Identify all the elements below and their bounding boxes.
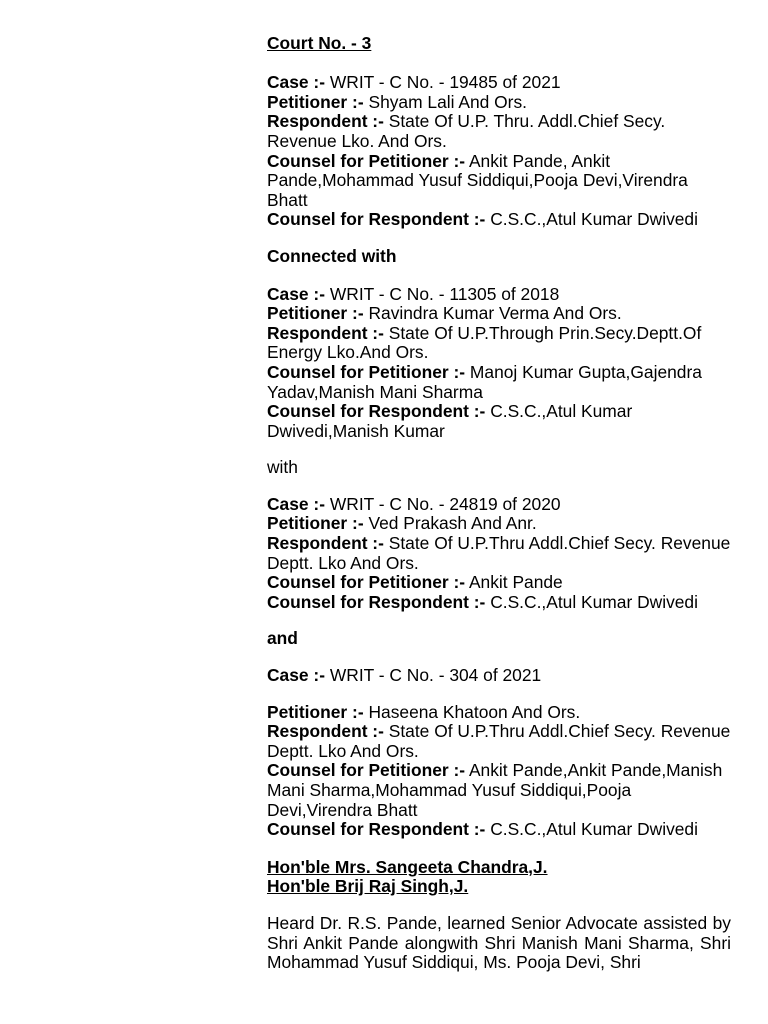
order-document — [267, 34, 731, 973]
spacer — [267, 478, 731, 495]
counsel-petitioner-label: Counsel for Petitioner :- — [267, 760, 466, 781]
counsel-petitioner-line — [267, 152, 731, 211]
petitioner-label: Petitioner :- — [267, 303, 364, 324]
court-number: Court No. - 3 — [267, 33, 372, 53]
petitioner-value: Shyam Lali And Ors. — [368, 91, 527, 112]
case-label: Case :- — [267, 493, 325, 514]
counsel-petitioner-value: Ankit Pande, Ankit Pande,Mohammad Yusuf Siddiqui,Pooja Devi,Virendra Bhatt — [267, 150, 688, 210]
petitioner-line — [267, 514, 731, 534]
spacer — [267, 686, 731, 703]
respondent-value: State Of U.P.Through Prin.Secy.Deptt.Of Energy Lko.And Ors. — [267, 322, 702, 363]
case-number-line — [267, 495, 731, 515]
respondent-label: Respondent :- — [267, 322, 384, 343]
connected-with-heading: Connected with — [267, 245, 397, 266]
counsel-respondent-line — [267, 820, 731, 840]
and-connector: and — [267, 628, 298, 649]
counsel-petitioner-value: Ankit Pande — [468, 572, 563, 593]
counsel-petitioner-label: Counsel for Petitioner :- — [267, 150, 466, 171]
case-number: WRIT - C No. - 19485 of 2021 — [329, 72, 561, 93]
petitioner-line — [267, 703, 731, 723]
counsel-petitioner-line — [267, 761, 731, 820]
counsel-petitioner-line — [267, 573, 731, 593]
case-number-line — [267, 666, 731, 686]
with-connector: with — [267, 457, 298, 478]
case-number-line — [267, 285, 731, 305]
judge-name: Hon'ble Mrs. Sangeeta Chandra,J. — [267, 856, 548, 877]
case-label: Case :- — [267, 283, 325, 304]
case-label: Case :- — [267, 665, 325, 686]
respondent-value: State Of U.P.Thru Addl.Chief Secy. Revenue Deptt. Lko And Ors. — [267, 533, 731, 573]
counsel-respondent-line — [267, 593, 731, 613]
spacer — [267, 897, 731, 914]
petitioner-line — [267, 304, 731, 324]
petitioner-label: Petitioner :- — [267, 91, 364, 112]
spacer — [267, 230, 731, 247]
counsel-respondent-value: C.S.C.,Atul Kumar Dwivedi — [490, 591, 698, 612]
case-number: WRIT - C No. - 304 of 2021 — [329, 665, 542, 686]
petitioner-value: Haseena Khatoon And Ors. — [368, 701, 581, 722]
spacer — [267, 267, 731, 285]
counsel-respondent-label: Counsel for Respondent :- — [267, 591, 486, 612]
counsel-respondent-label: Counsel for Respondent :- — [267, 819, 486, 840]
petitioner-label: Petitioner :- — [267, 701, 364, 722]
respondent-value: State Of U.P. Thru. Addl.Chief Secy. Revenue Lko. And Ors. — [267, 111, 666, 151]
case-label: Case :- — [267, 72, 325, 93]
counsel-respondent-label: Counsel for Respondent :- — [267, 209, 486, 230]
counsel-petitioner-line — [267, 363, 731, 402]
counsel-respondent-line — [267, 402, 731, 441]
case-block-4 — [267, 666, 731, 840]
spacer — [267, 441, 731, 458]
spacer — [267, 840, 731, 858]
petitioner-value: Ravindra Kumar Verma And Ors. — [368, 303, 622, 324]
respondent-label: Respondent :- — [267, 533, 384, 554]
petitioner-line — [267, 93, 731, 113]
counsel-petitioner-label: Counsel for Petitioner :- — [267, 361, 466, 382]
counsel-respondent-value: C.S.C.,Atul Kumar Dwivedi — [490, 209, 698, 230]
case-block-1 — [267, 73, 731, 230]
counsel-petitioner-value: Ankit Pande,Ankit Pande,Manish Mani Sharma,Mohammad Yusuf Siddiqui,Pooja Devi,Virendra Bhatt — [267, 760, 723, 820]
spacer — [267, 649, 731, 666]
case-block-2 — [267, 285, 731, 442]
respondent-value: State Of U.P.Thru Addl.Chief Secy. Revenue Deptt. Lko And Ors. — [267, 721, 731, 761]
spacer — [267, 612, 731, 629]
petitioner-value: Ved Prakash And Anr. — [368, 513, 537, 534]
petitioner-label: Petitioner :- — [267, 513, 364, 534]
counsel-respondent-label: Counsel for Respondent :- — [267, 401, 486, 422]
respondent-line — [267, 324, 731, 363]
body-paragraph: Heard Dr. R.S. Pande, learned Senior Advocate assisted by Shri Ankit Pande alongwith Shri Manish Mani Sharma, Shri Mohammad Yusuf Siddiqui, Ms. Pooja Devi, Shri — [267, 912, 731, 973]
case-number: WRIT - C No. - 11305 of 2018 — [329, 283, 560, 304]
counsel-petitioner-label: Counsel for Petitioner :- — [267, 572, 466, 593]
case-number: WRIT - C No. - 24819 of 2020 — [329, 493, 561, 514]
respondent-label: Respondent :- — [267, 721, 384, 742]
case-block-3 — [267, 495, 731, 613]
case-number-line — [267, 73, 731, 93]
respondent-line — [267, 722, 731, 761]
counsel-respondent-value: C.S.C.,Atul Kumar Dwivedi — [490, 819, 698, 840]
judge-name: Hon'ble Brij Raj Singh,J. — [267, 876, 469, 897]
respondent-label: Respondent :- — [267, 111, 384, 132]
counsel-respondent-line — [267, 210, 731, 230]
counsel-petitioner-value: Manoj Kumar Gupta,Gajendra Yadav,Manish Mani Sharma — [267, 361, 702, 402]
respondent-line — [267, 534, 731, 573]
counsel-respondent-value: C.S.C.,Atul Kumar Dwivedi,Manish Kumar — [267, 401, 633, 441]
respondent-line — [267, 112, 731, 151]
